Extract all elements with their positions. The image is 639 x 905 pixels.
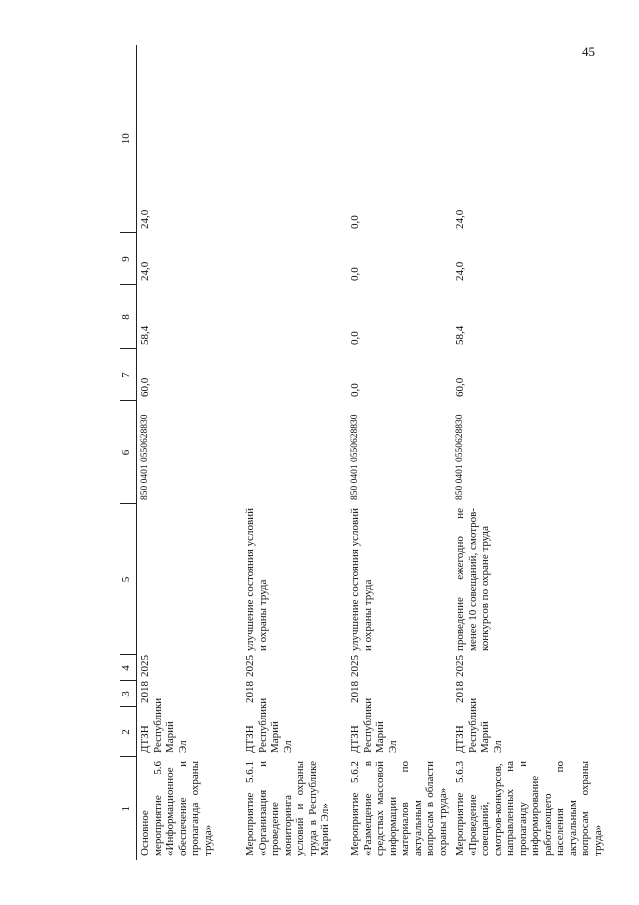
page-number: 45 <box>582 44 595 59</box>
cell-start-year: 2018 <box>454 681 466 703</box>
cell-result <box>137 504 243 655</box>
cell-end-year: 2025 <box>139 655 151 677</box>
col-header-8: 8 <box>120 285 137 349</box>
cell-end-year: 2025 <box>454 655 466 677</box>
col-header-6: 6 <box>120 401 137 504</box>
col-header-9: 9 <box>120 233 137 285</box>
cell-budget-code <box>242 401 347 504</box>
cell-col9: 24,0 <box>139 261 151 281</box>
cell-start-year: 2018 <box>244 681 256 703</box>
cell-budget-code: 850 0401 0550628830 <box>350 414 360 500</box>
cell-col10: 24,0 <box>454 209 466 229</box>
cell-col10: 24,0 <box>139 209 151 229</box>
table-row <box>137 45 243 860</box>
cell-result: проведение ежегодно не менее 10 совещаний, смотров-конкурсов по охране труда <box>454 508 491 651</box>
cell-col7 <box>242 349 347 401</box>
cell-col10 <box>242 45 347 233</box>
col-header-7: 7 <box>120 349 137 401</box>
cell-col8: 58,4 <box>139 325 151 345</box>
cell-executor: ДТЗН Республики Марий Эл <box>349 697 399 753</box>
rotated-table-frame <box>120 45 618 860</box>
col-header-2: 2 <box>120 707 137 757</box>
cell-col9: 0,0 <box>349 267 361 281</box>
col-header-5: 5 <box>120 504 137 655</box>
cell-col8: 0,0 <box>349 331 361 345</box>
program-table <box>120 45 606 860</box>
cell-result: улучшение состояния условий и охраны труда <box>244 508 269 651</box>
cell-name: Мероприятие 5.6.3 «Проведение совещаний, смотров-конкурсов, направленных на пропаганду и информирование работающего населения по актуальным вопросам охраны труда» <box>454 761 604 856</box>
cell-executor: ДТЗН Республики Марий Эл <box>454 697 504 753</box>
cell-budget-code: 850 0401 0550628830 <box>455 414 465 500</box>
table-row <box>452 45 606 860</box>
cell-col8: 58,4 <box>454 325 466 345</box>
cell-executor: ДТЗН Республики Марий Эл <box>139 697 189 753</box>
cell-executor: ДТЗН Республики Марий Эл <box>244 697 294 753</box>
table-row <box>242 45 347 860</box>
col-header-10: 10 <box>120 45 137 233</box>
col-header-3: 3 <box>120 681 137 707</box>
cell-name: Мероприятие 5.6.2 «Размещение в средствах массовой информации материалов по актуальным вопросам в области охраны труда» <box>349 761 449 856</box>
cell-col10: 0,0 <box>349 215 361 229</box>
table-row <box>347 45 452 860</box>
cell-col8 <box>242 285 347 349</box>
header-row <box>120 45 137 860</box>
cell-end-year: 2025 <box>349 655 361 677</box>
col-header-1: 1 <box>120 757 137 860</box>
col-header-4: 4 <box>120 655 137 681</box>
cell-start-year: 2018 <box>349 681 361 703</box>
cell-col7: 60,0 <box>139 377 151 397</box>
cell-col9 <box>242 233 347 285</box>
cell-col9: 24,0 <box>454 261 466 281</box>
cell-name: Мероприятие 5.6.1 «Организация и проведение мониторинга условий и охраны труда в Республике Марий Эл» <box>244 761 331 856</box>
cell-result: улучшение состояния условий и охраны труда <box>349 508 374 651</box>
cell-start-year: 2018 <box>139 681 151 703</box>
cell-col7: 0,0 <box>349 383 361 397</box>
cell-col7: 60,0 <box>454 377 466 397</box>
cell-budget-code: 850 0401 0550628830 <box>140 414 150 500</box>
cell-end-year: 2025 <box>244 655 256 677</box>
cell-name: Основное мероприятие 5.6 «Информационное обеспечение и пропаганда охраны труда» <box>139 761 214 856</box>
